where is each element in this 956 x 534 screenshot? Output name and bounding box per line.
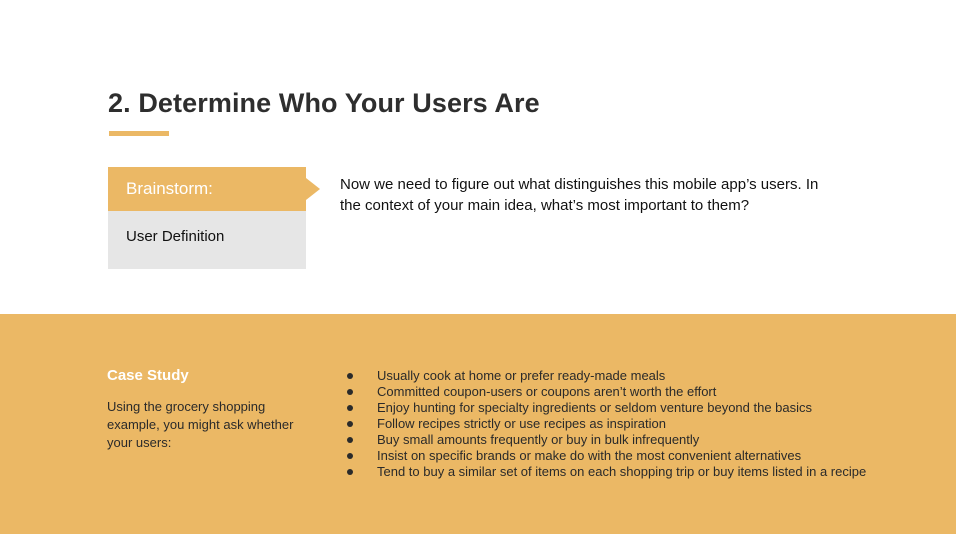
user-definition-label: User Definition bbox=[126, 228, 225, 245]
list-item-text: Follow recipes strictly or use recipes as inspiration bbox=[377, 416, 666, 431]
intro-text: Now we need to figure out what distinguishes this mobile app’s users. In the context of your main idea, what’s most important to them? bbox=[340, 176, 819, 214]
bullet-icon bbox=[347, 421, 353, 427]
case-study-title: Case Study bbox=[107, 367, 189, 384]
list-item bbox=[346, 400, 866, 416]
case-study-text: Using the grocery shopping example, you might ask whether your users: bbox=[107, 399, 294, 450]
bullet-icon bbox=[347, 405, 353, 411]
page-title: 2. Determine Who Your Users Are bbox=[108, 88, 540, 118]
bullet-icon bbox=[347, 373, 353, 379]
brainstorm-tag bbox=[108, 167, 306, 211]
list-item bbox=[346, 368, 866, 384]
bullet-icon bbox=[347, 389, 353, 395]
list-item bbox=[346, 416, 866, 432]
list-item-text: Insist on specific brands or make do with the most convenient alternatives bbox=[377, 448, 802, 463]
case-study-band bbox=[0, 314, 956, 534]
bullet-icon bbox=[347, 469, 353, 475]
bullet-icon bbox=[347, 453, 353, 459]
list-item-text: Usually cook at home or prefer ready-made meals bbox=[377, 368, 666, 383]
bullet-icon bbox=[347, 437, 353, 443]
list-item-text: Enjoy hunting for specialty ingredients or seldom venture beyond the basics bbox=[377, 400, 813, 415]
brainstorm-label: Brainstorm: bbox=[126, 179, 213, 198]
case-study-list bbox=[346, 368, 866, 480]
list-item bbox=[346, 432, 866, 448]
list-item bbox=[346, 448, 866, 464]
list-item-text: Buy small amounts frequently or buy in bulk infrequently bbox=[377, 432, 700, 447]
list-item-text: Committed coupon-users or coupons aren’t worth the effort bbox=[377, 384, 717, 399]
tag-arrow-shape bbox=[306, 178, 320, 200]
list-item bbox=[346, 464, 866, 480]
title-underline bbox=[109, 131, 169, 136]
list-item bbox=[346, 384, 866, 400]
list-item-text: Tend to buy a similar set of items on each shopping trip or buy items listed in a recipe bbox=[377, 464, 867, 479]
user-definition-box bbox=[108, 211, 306, 269]
